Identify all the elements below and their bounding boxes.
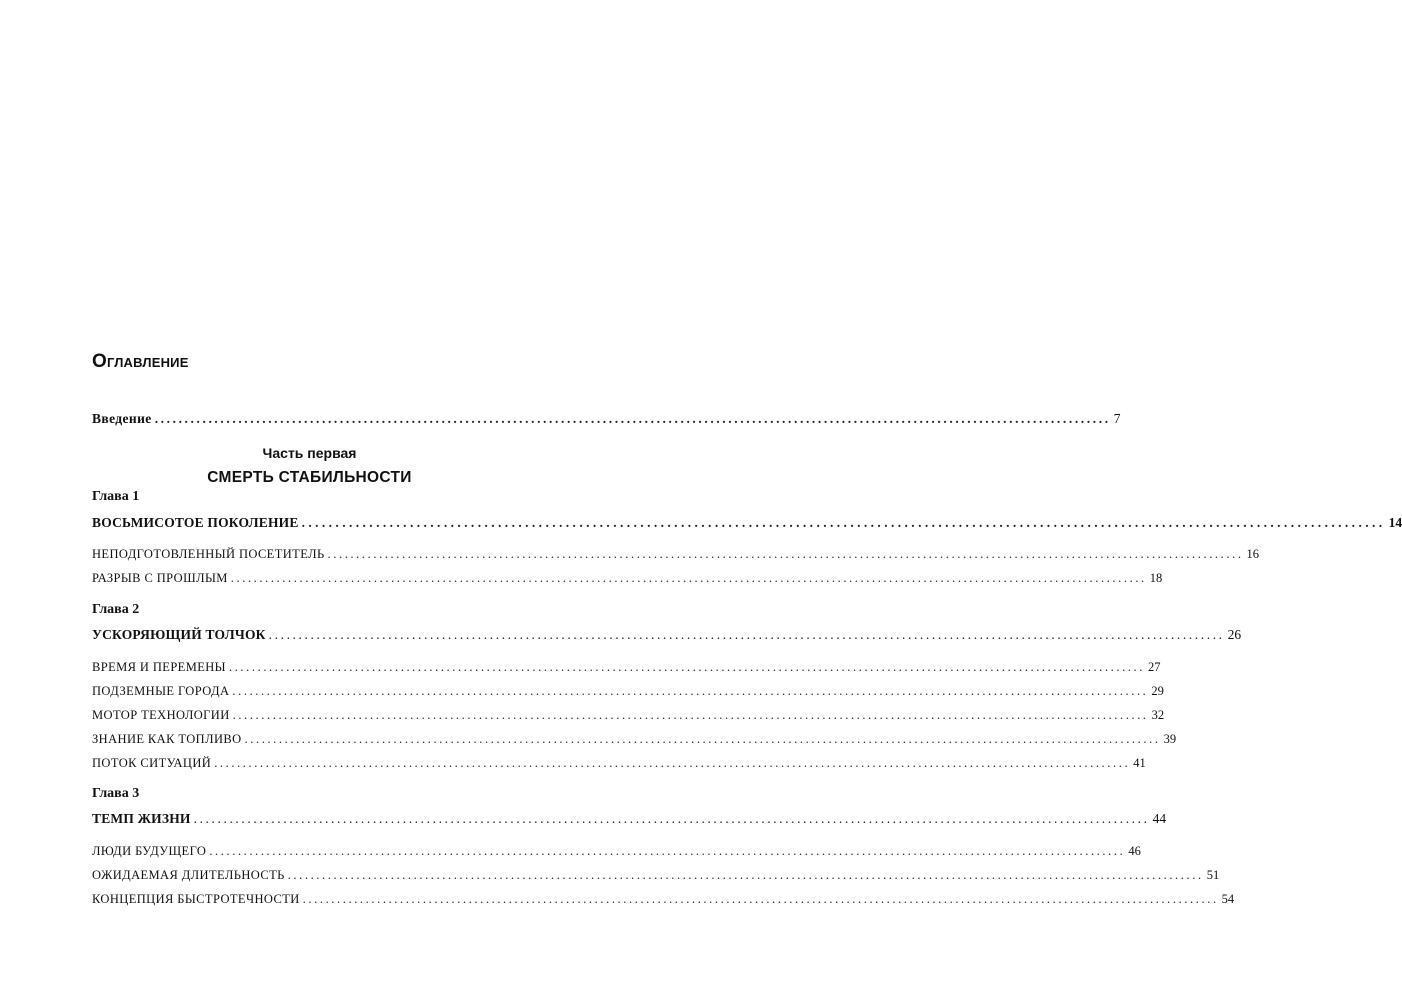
toc-entry-page: 27 (1147, 660, 1161, 674)
leader-dots: ................................................................................................................................................................ (302, 892, 1219, 906)
leader-dots: ................................................................................................................................................................ (232, 708, 1149, 722)
toc-entry-page: 54 (1221, 892, 1235, 906)
chapter-label: Глава 3 (92, 786, 140, 801)
toc-entry-title: ОЖИДАЕМАЯ ДЛИТЕЛЬНОСТЬ (92, 868, 285, 882)
leader-dots: ................................................................................................................................................................ (230, 571, 1147, 585)
toc-entry[interactable] (92, 867, 1220, 883)
toc-entry[interactable] (92, 546, 1260, 562)
leader-dots: ................................................................................................................................................................ (244, 732, 1161, 746)
chapter-label: Глава 1 (92, 489, 140, 504)
toc-entry-page: 18 (1149, 571, 1163, 585)
toc-entry-page: 16 (1246, 547, 1260, 561)
toc-entry-title: ПОТОК СИТУАЦИЙ (92, 756, 212, 770)
toc-entry[interactable] (92, 891, 1235, 907)
toc-entry-page: 32 (1151, 708, 1165, 722)
toc-entry-page: 7 (1113, 411, 1121, 426)
toc-entry-page: 14 (1388, 515, 1402, 530)
leader-dots: ................................................................................................................................................................ (154, 411, 1111, 426)
toc-entry-title: ВРЕМЯ И ПЕРЕМЕНЫ (92, 660, 226, 674)
toc-entry[interactable] (92, 755, 1146, 771)
toc-entry[interactable] (92, 731, 1177, 747)
toc-entry-title: Введение (92, 411, 152, 426)
toc-heading: Оглавление (92, 351, 189, 372)
toc-entry-page: 46 (1128, 844, 1141, 858)
leader-dots: ................................................................................................................................................................ (209, 844, 1126, 858)
toc-entry-title: КОНЦЕПЦИЯ БЫСТРОТЕЧНОСТИ (92, 892, 300, 906)
toc-chapter-entry[interactable] (92, 811, 1167, 827)
toc-entry-page: 44 (1152, 811, 1167, 826)
toc-entry[interactable] (92, 707, 1165, 723)
toc-entry-page: 41 (1133, 756, 1146, 770)
leader-dots: ................................................................................................................................................................ (232, 684, 1149, 698)
toc-entry-title: НЕПОДГОТОВЛЕННЫЙ ПОСЕТИТЕЛЬ (92, 547, 325, 561)
leader-dots: ................................................................................................................................................................ (268, 627, 1225, 642)
toc-entry-title: РАЗРЫВ С ПРОШЛЫМ (92, 571, 228, 585)
leader-dots: ................................................................................................................................................................ (214, 756, 1131, 770)
part-title: СМЕРТЬ СТАБИЛЬНОСТИ (207, 469, 412, 486)
toc-entry-intro[interactable] (92, 411, 1121, 427)
toc-entry[interactable] (92, 570, 1163, 586)
toc-entry-page: 51 (1206, 868, 1220, 882)
toc-entry-title: УСКОРЯЮЩИЙ ТОЛЧОК (92, 627, 266, 642)
toc-entry-title: ЗНАНИЕ КАК ТОПЛИВО (92, 732, 242, 746)
leader-dots: ................................................................................................................................................................ (287, 868, 1204, 882)
chapter-label: Глава 2 (92, 602, 140, 617)
toc-entry-title: ВОСЬМИСОТОЕ ПОКОЛЕНИЕ (92, 515, 299, 530)
leader-dots: ................................................................................................................................................................ (327, 547, 1244, 561)
toc-entry[interactable] (92, 683, 1164, 699)
toc-entry-title: ТЕМП ЖИЗНИ (92, 811, 191, 826)
toc-entry-page: 26 (1227, 627, 1242, 642)
toc-entry-title: МОТОР ТЕХНОЛОГИИ (92, 708, 230, 722)
part-label: Часть первая (262, 445, 357, 461)
toc-entry-page: 39 (1163, 732, 1177, 746)
leader-dots: ................................................................................................................................................................ (193, 811, 1150, 826)
toc-entry[interactable] (92, 843, 1141, 859)
toc-entry-title: ПОДЗЕМНЫЕ ГОРОДА (92, 684, 230, 698)
toc-chapter-entry[interactable] (92, 515, 1402, 531)
toc-entry-title: ЛЮДИ БУДУЩЕГО (92, 844, 207, 858)
leader-dots: ................................................................................................................................................................ (228, 660, 1145, 674)
toc-entry-page: 29 (1151, 684, 1164, 698)
toc-entry[interactable] (92, 659, 1161, 675)
leader-dots: ................................................................................................................................................................ (301, 515, 1386, 530)
toc-chapter-entry[interactable] (92, 627, 1242, 643)
